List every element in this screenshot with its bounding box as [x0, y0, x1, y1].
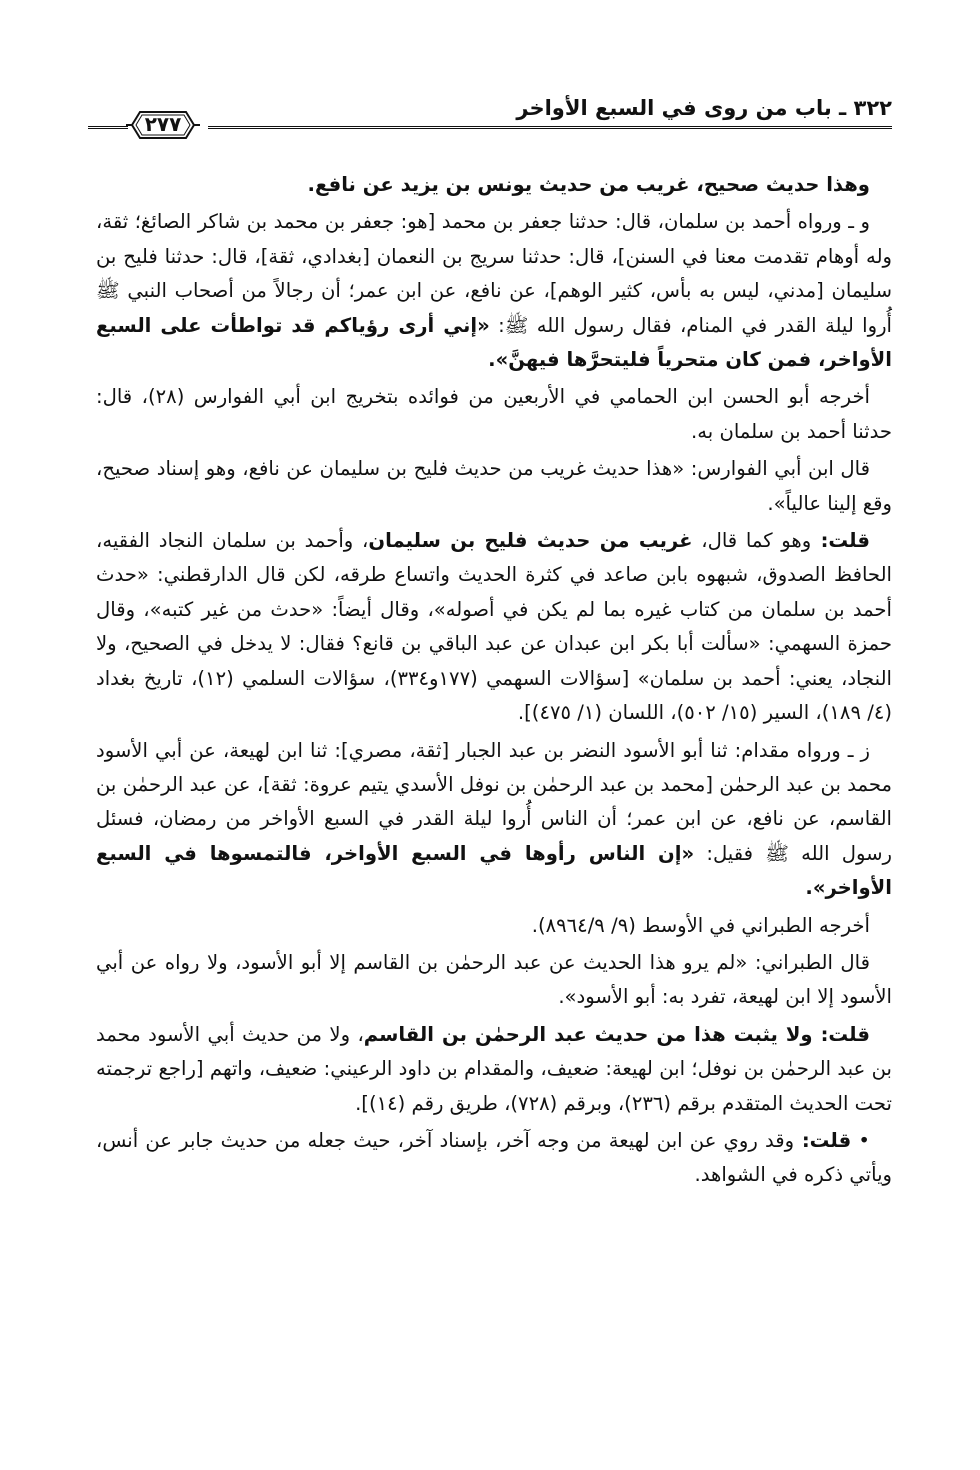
- bold-text-segment: وهذا حديث صحيح، غريب من حديث يونس بن يزيد عن نافع.: [307, 173, 870, 196]
- text-segment: ، ولا من حديث أبي الأسود محمد بن عبد الرحمٰن بن نوفل؛ ابن لهيعة: ضعيف، والمقدام بن داود الرعيني: ضعيف، واتهم [راجع ترجمته تحت الحديث المتقدم برقم (٢٣٦)، وبرقم (٧٢٨)، طريق رقم (١٤)].: [96, 1022, 892, 1115]
- text-segment: وقد روي عن ابن لهيعة من وجه آخر، بإسناد آخر، حيث جعله من حديث جابر عن أنس، ويأتي ذكره في الشواهد.: [96, 1128, 892, 1187]
- text-segment: وهو كما قال،: [692, 529, 812, 553]
- text-segment: ، وأحمد بن سلمان النجاد الفقيه، الحافظ الصدوق، شبهوه بابن صاعد في كثرة الحديث واتساع طرقه، لكن قال الدارقطني: «حدث أحمد بن سلمان من كتاب غيره بما لم يكن في أصوله»، وقال أيضاً: «حدث من غير كتبه»، وقال حمزة السهمي: «سألت أبا بكر ابن عبدان عن عبد الباقي بن قانع؟ فقال: لا يدخل في الصحيح، ولا النجاد، يعني: أحمد بن سلمان» [سؤالات السهمي (١٧٧و٣٣٤)، سؤالات السلمي (١٢)، تاريخ بغداد (٤/ ١٨٩)، السير (١٥/ ٥٠٢)، اللسان (١/ ٤٧٥)].: [96, 529, 892, 725]
- paragraph: [96, 1124, 892, 1193]
- page-body: [96, 168, 892, 1430]
- text-segment: أخرجه الطبراني في الأوسط (٩/ ٨٩٦٤/٩).: [531, 913, 870, 937]
- paragraph: [96, 452, 892, 521]
- paragraph: [96, 524, 892, 730]
- running-head-title: ٣٢٢ ـ باب من روى في السبع الأواخر: [516, 96, 892, 120]
- paragraph: [96, 205, 892, 377]
- bold-text-segment: «إن الناس رأوها في السبع الأواخر، فالتمسوها في السبع الأواخر».: [96, 841, 892, 900]
- bold-text-segment: قلت:: [794, 1128, 852, 1152]
- text-segment: قال الطبراني: «لم يرو هذا الحديث عن عبد الرحمٰن بن القاسم إلا أبو الأسود، ولا رواه عن أبي الأسود إلا ابن لهيعة، تفرد به: أبو الأسود».: [96, 950, 892, 1009]
- page-header: [88, 96, 892, 146]
- header-rule: [208, 126, 892, 129]
- paragraph: [96, 168, 892, 202]
- text-segment: أخرجه أبو الحسن ابن الحمامي في الأربعين من فوائده بتخريج ابن أبي الفوارس (٢٨)، قال: حدثنا أحمد بن سلمان به.: [96, 385, 892, 443]
- paragraph: [96, 946, 892, 1015]
- paragraph: [96, 380, 892, 449]
- text-segment: ز ـ ورواه مقدام: ثنا أبو الأسود النضر بن عبد الجبار [ثقة، مصري]: ثنا ابن لهيعة، عن أبي الأسود محمد بن عبد الرحمٰن [محمد بن عبد الرحمٰن بن نوفل الأسدي يتيم عروة: ثقة]، عن عبد الرحمٰن بن القاسم، عن نافع، عن ابن عمر؛ أن الناس أُروا ليلة القدر في السبع الأواخر من رمضان، فسئل رسول الله ﷺ فقيل:: [96, 738, 892, 865]
- page-number-badge: [122, 108, 204, 142]
- text-segment: و ـ ورواه أحمد بن سلمان، قال: حدثنا جعفر بن محمد [هو: جعفر بن محمد بن شاكر الصائغ؛ ثقة، وله أوهام تقدمت معنا في السنن]، قال: حدثنا سريج بن النعمان [بغدادي، ثقة]، قال: حدثنا فليح بن سليمان [مدني، ليس به بأس، كثير الوهم]، عن نافع، عن ابن عمر؛ أن رجالاً من أصحاب النبي ﷺ أُروا ليلة القدر في المنام، فقال رسول الله ﷺ:: [96, 210, 892, 337]
- paragraph: [96, 734, 892, 906]
- text-segment: قال ابن أبي الفوارس: «هذا حديث غريب من حديث فليح بن سليمان عن نافع، وهو إسناد صحيح، وقع إلينا عالياً».: [96, 457, 892, 515]
- bold-text-segment: قلت: ولا يثبت هذا من حديث عبد الرحمٰن بن القاسم: [363, 1022, 870, 1046]
- paragraph: [96, 909, 892, 943]
- bold-text-segment: قلت:: [811, 529, 870, 553]
- paragraph: [96, 1018, 892, 1121]
- bold-text-segment: غريب من حديث فليح بن سليمان: [368, 529, 693, 553]
- page-number: ٢٧٧: [144, 112, 182, 136]
- text-segment: •: [851, 1128, 870, 1152]
- bold-text-segment: «إني أرى رؤياكم قد تواطأت على السبع الأواخر، فمن كان متحرياً فليتحرَّها فيهنَّ».: [96, 313, 892, 372]
